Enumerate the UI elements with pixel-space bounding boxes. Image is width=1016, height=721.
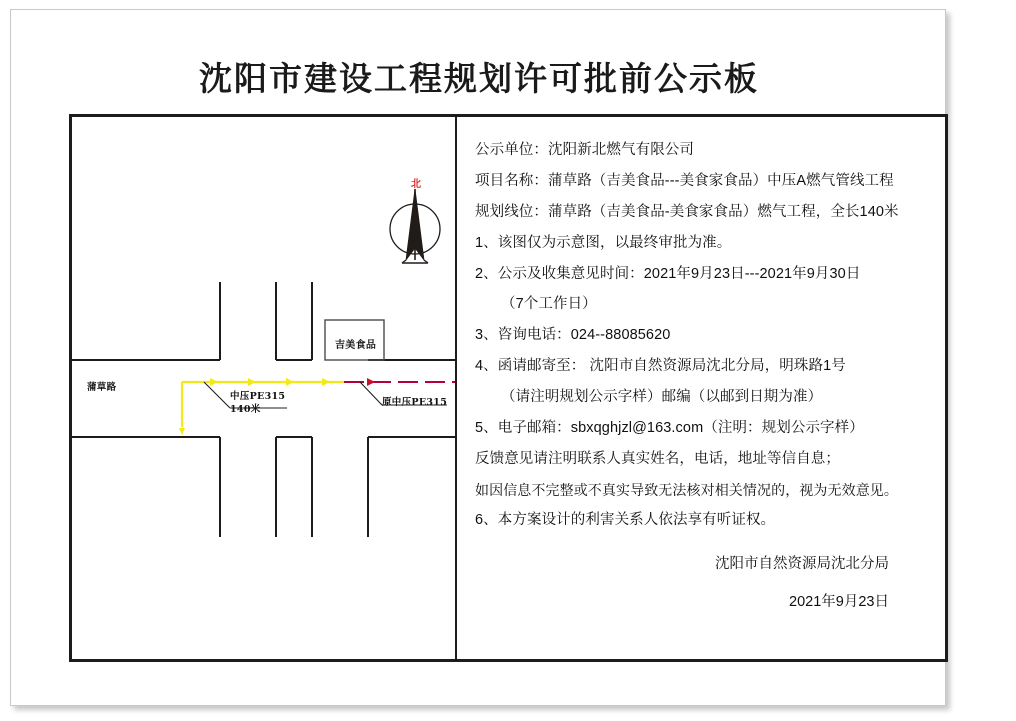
info-line-publisher: 公示单位：沈阳新北燃气有限公司	[475, 142, 694, 158]
info-line-invalid-note: 如因信息不完整或不真实导致无法核对相关情况的，视为无效意见。	[475, 481, 898, 498]
publicity-board-sheet	[10, 9, 946, 706]
info-line-route: 规划线位：蒲草路（吉美食品-美食家食品）燃气工程，全长140米	[475, 203, 899, 220]
info-line-item-6: 6、本方案设计的利害关系人依法享有听证权。	[475, 512, 776, 529]
signature-block	[475, 552, 937, 611]
road-name-label: 蒲草路	[87, 382, 117, 393]
info-line-item-3: 3、咨询电话：024--88085620	[475, 327, 671, 344]
info-line-item-4: 4、函请邮寄至： 沈阳市自然资源局沈北分局，明珠路1号	[475, 358, 846, 375]
signature-date: 2021年9月23日	[789, 593, 889, 610]
north-marker-label: 北	[411, 179, 422, 190]
existing-pipe-spec-label: 原中压PE315	[382, 397, 448, 408]
north-arrow-icon	[390, 189, 440, 263]
info-line-item-1: 1、该图仅为示意图，以最终审批为准。	[475, 234, 732, 251]
building-name-label: 吉美食品	[335, 340, 377, 351]
signature-organization: 沈阳市自然资源局沈北分局	[715, 555, 889, 572]
road-network	[72, 282, 457, 537]
existing-pipeline	[344, 378, 457, 386]
info-line-item-5: 5、电子邮箱：sbxqghjzl@163.com（注明：规划公示字样）	[475, 420, 864, 437]
info-panel	[457, 117, 945, 659]
info-line-feedback-note: 反馈意见请注明联系人真实姓名，电话，地址等信自息；	[475, 450, 840, 467]
map-panel	[72, 117, 457, 659]
info-line-item-2: 2、公示及收集意见时间：2021年9月23日---2021年9月30日	[475, 265, 861, 282]
page-title: 沈阳市建设工程规划许可批前公示板	[199, 59, 759, 98]
content-box	[69, 114, 948, 662]
new-pipe-length-label: 140米	[230, 404, 261, 415]
info-line-item-2-sub: （7个工作日）	[501, 296, 597, 313]
new-pipe-spec-label: 中压PE315	[230, 391, 286, 402]
info-line-item-4-sub: （请注明规划公示字样）邮编（以邮到日期为准）	[501, 389, 823, 406]
info-line-project-name: 项目名称：蒲草路（吉美食品---美食家食品）中压A燃气管线工程	[475, 172, 894, 189]
